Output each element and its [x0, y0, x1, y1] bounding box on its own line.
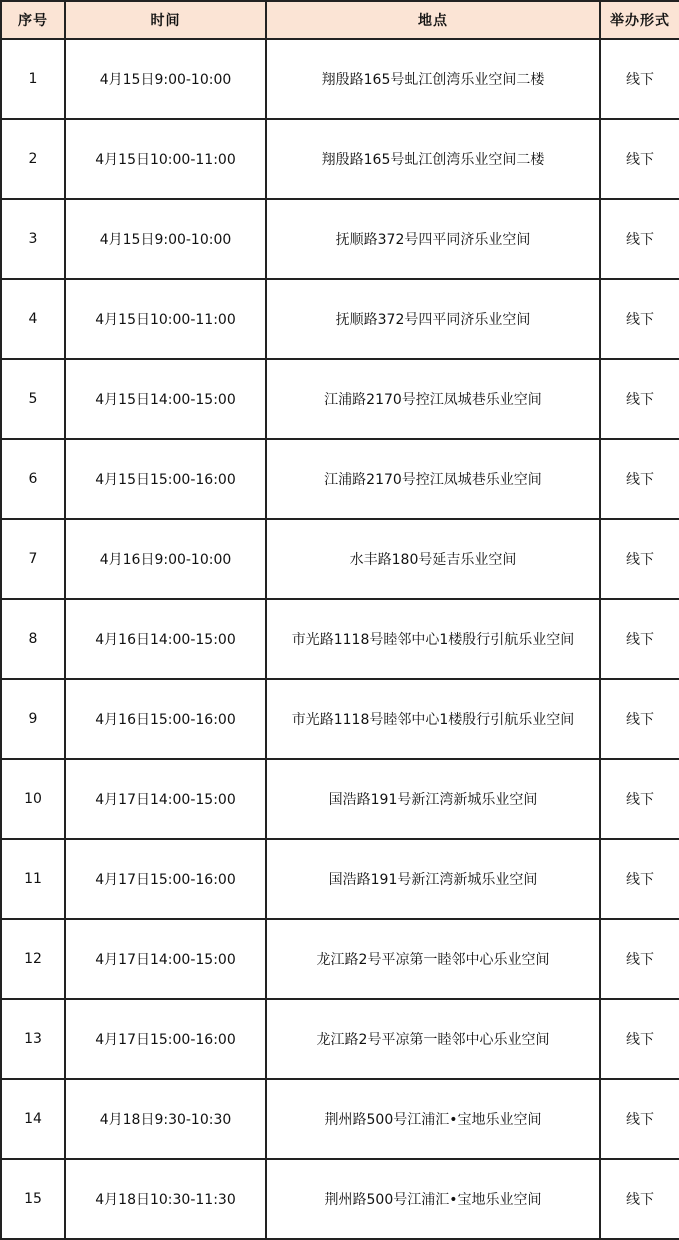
- cell-no: 13: [1, 999, 65, 1079]
- cell-time: 4月16日9:00-10:00: [65, 519, 266, 599]
- cell-no: 2: [1, 119, 65, 199]
- cell-time: 4月17日15:00-16:00: [65, 839, 266, 919]
- cell-format: 线下: [600, 759, 679, 839]
- cell-no: 11: [1, 839, 65, 919]
- cell-location: 翔殷路165号虬江创湾乐业空间二楼: [266, 119, 600, 199]
- cell-format: 线下: [600, 359, 679, 439]
- table-row: [1, 1079, 679, 1159]
- header-row: [1, 1, 679, 39]
- table-row: [1, 199, 679, 279]
- table-row: [1, 519, 679, 599]
- cell-time: 4月17日15:00-16:00: [65, 999, 266, 1079]
- cell-format: 线下: [600, 919, 679, 999]
- cell-location: 抚顺路372号四平同济乐业空间: [266, 279, 600, 359]
- cell-location: 国浩路191号新江湾新城乐业空间: [266, 839, 600, 919]
- table-row: [1, 279, 679, 359]
- cell-location: 市光路1118号睦邻中心1楼殷行引航乐业空间: [266, 599, 600, 679]
- cell-time: 4月16日14:00-15:00: [65, 599, 266, 679]
- header-location: 地点: [266, 1, 600, 39]
- cell-format: 线下: [600, 999, 679, 1079]
- header-no: 序号: [1, 1, 65, 39]
- table-row: [1, 759, 679, 839]
- cell-no: 7: [1, 519, 65, 599]
- cell-location: 江浦路2170号控江凤城巷乐业空间: [266, 359, 600, 439]
- table-row: [1, 679, 679, 759]
- cell-time: 4月15日14:00-15:00: [65, 359, 266, 439]
- table-row: [1, 359, 679, 439]
- cell-location: 抚顺路372号四平同济乐业空间: [266, 199, 600, 279]
- header-time: 时间: [65, 1, 266, 39]
- cell-time: 4月15日9:00-10:00: [65, 199, 266, 279]
- cell-location: 水丰路180号延吉乐业空间: [266, 519, 600, 599]
- cell-time: 4月16日15:00-16:00: [65, 679, 266, 759]
- cell-format: 线下: [600, 599, 679, 679]
- cell-location: 翔殷路165号虬江创湾乐业空间二楼: [266, 39, 600, 119]
- cell-no: 9: [1, 679, 65, 759]
- cell-format: 线下: [600, 39, 679, 119]
- cell-location: 市光路1118号睦邻中心1楼殷行引航乐业空间: [266, 679, 600, 759]
- table-row: [1, 1159, 679, 1239]
- cell-format: 线下: [600, 119, 679, 199]
- table-body: [1, 39, 679, 1239]
- table-row: [1, 599, 679, 679]
- cell-location: 荆州路500号江浦汇•宝地乐业空间: [266, 1159, 600, 1239]
- table-row: [1, 999, 679, 1079]
- header-format: 举办形式: [600, 1, 679, 39]
- table-row: [1, 119, 679, 199]
- cell-location: 荆州路500号江浦汇•宝地乐业空间: [266, 1079, 600, 1159]
- cell-format: 线下: [600, 1159, 679, 1239]
- table-row: [1, 839, 679, 919]
- cell-format: 线下: [600, 519, 679, 599]
- table-row: [1, 919, 679, 999]
- cell-time: 4月17日14:00-15:00: [65, 919, 266, 999]
- table-row: [1, 439, 679, 519]
- cell-format: 线下: [600, 199, 679, 279]
- cell-location: 龙江路2号平凉第一睦邻中心乐业空间: [266, 999, 600, 1079]
- cell-no: 6: [1, 439, 65, 519]
- table-header: [1, 1, 679, 39]
- cell-no: 12: [1, 919, 65, 999]
- cell-no: 4: [1, 279, 65, 359]
- cell-time: 4月18日10:30-11:30: [65, 1159, 266, 1239]
- cell-no: 14: [1, 1079, 65, 1159]
- cell-no: 3: [1, 199, 65, 279]
- cell-format: 线下: [600, 679, 679, 759]
- cell-no: 1: [1, 39, 65, 119]
- cell-format: 线下: [600, 439, 679, 519]
- cell-no: 5: [1, 359, 65, 439]
- cell-no: 8: [1, 599, 65, 679]
- cell-time: 4月17日14:00-15:00: [65, 759, 266, 839]
- cell-format: 线下: [600, 1079, 679, 1159]
- cell-location: 国浩路191号新江湾新城乐业空间: [266, 759, 600, 839]
- cell-format: 线下: [600, 279, 679, 359]
- table-row: [1, 39, 679, 119]
- cell-time: 4月15日10:00-11:00: [65, 279, 266, 359]
- cell-time: 4月15日10:00-11:00: [65, 119, 266, 199]
- cell-location: 江浦路2170号控江凤城巷乐业空间: [266, 439, 600, 519]
- cell-location: 龙江路2号平凉第一睦邻中心乐业空间: [266, 919, 600, 999]
- cell-time: 4月18日9:30-10:30: [65, 1079, 266, 1159]
- cell-time: 4月15日15:00-16:00: [65, 439, 266, 519]
- cell-no: 10: [1, 759, 65, 839]
- cell-no: 15: [1, 1159, 65, 1239]
- cell-format: 线下: [600, 839, 679, 919]
- cell-time: 4月15日9:00-10:00: [65, 39, 266, 119]
